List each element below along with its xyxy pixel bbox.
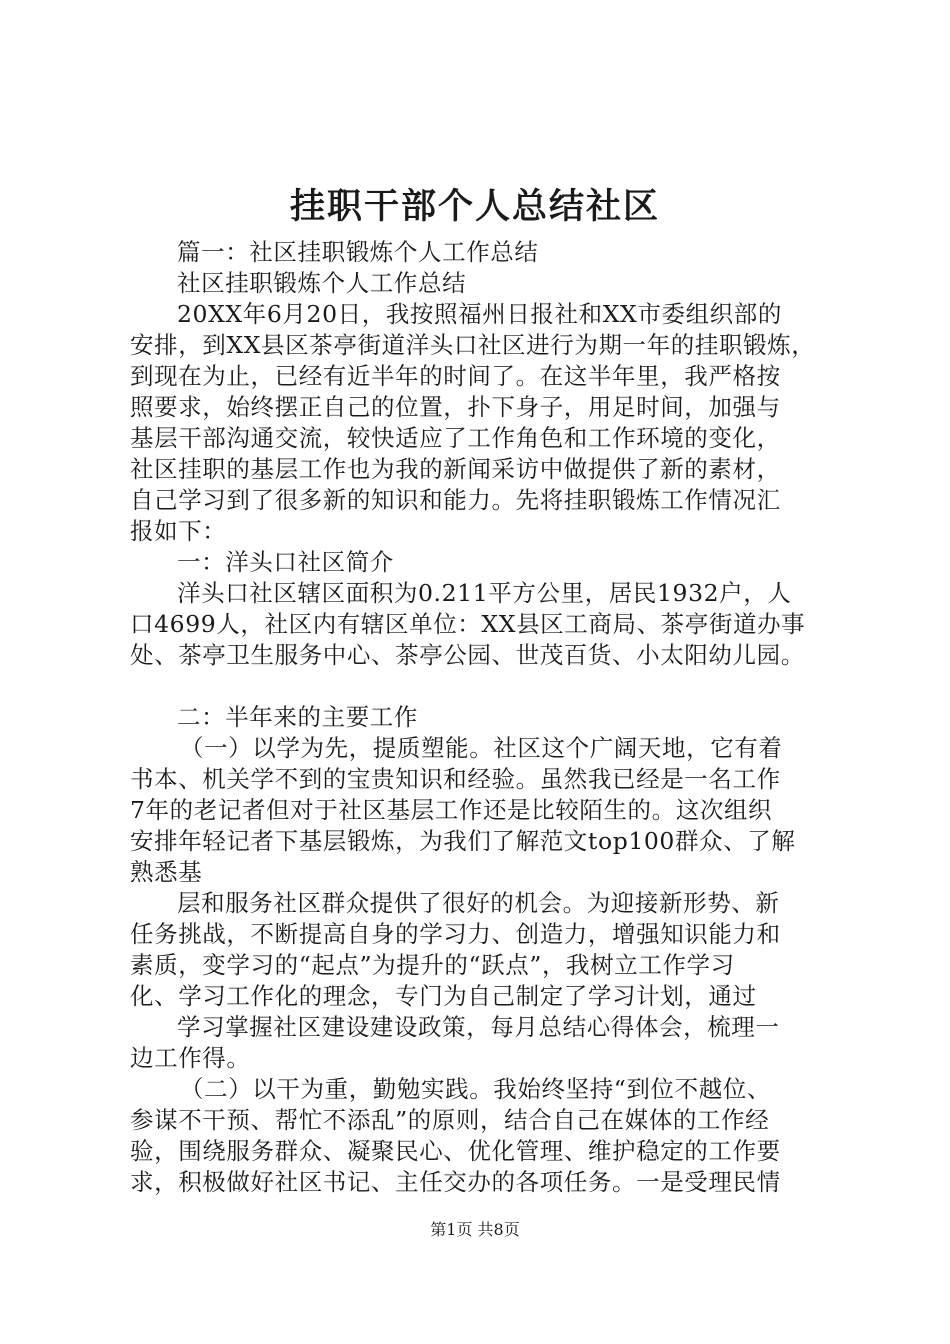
- text-line: （二）以干为重，勤勉实践。我始终坚持“到位不越位、: [180, 1075, 772, 1103]
- text-line: 层和服务社区群众提供了很好的机会。为迎接新形势、新: [177, 889, 780, 917]
- text-line: 化、学习工作化的理念，专门为自己制定了学习计划，通过: [130, 982, 757, 1010]
- text-line: 验，围绕服务群众、凝聚民心、优化管理、维护稳定的工作要: [130, 1137, 781, 1165]
- text-line: 一：洋头口社区简介: [177, 548, 394, 576]
- text-line: 学习掌握社区建设建设政策，每月总结心得体会，梳理一: [177, 1013, 780, 1041]
- text-line: 照要求，始终摆正自己的位置，扑下身子，用足时间，加强与: [130, 393, 781, 421]
- text-line: 二：半年来的主要工作: [177, 703, 418, 731]
- text-line: 处、茶亭卫生服务中心、茶亭公园、世茂百货、小太阳幼儿园。: [130, 641, 805, 669]
- text-line: 报如下：: [130, 517, 227, 545]
- text-line: 参谋不干预、帮忙不添乱”的原则，结合自己在媒体的工作经: [130, 1106, 770, 1134]
- text-line: 社区挂职的基层工作也为我的新闻采访中做提供了新的素材，: [130, 455, 781, 483]
- text-line: 洋头口社区辖区面积为0.211平方公里，居民1932户，人: [177, 579, 792, 607]
- text-line: 20XX年6月20日，我按照福州日报社和XX市委组织部的: [177, 300, 782, 328]
- text-line: 素质，变学习的“起点”为提升的“跃点”，我树立工作学习: [130, 951, 735, 979]
- text-line: 到现在为止，已经有近半年的时间了。在这半年里，我严格按: [130, 362, 781, 390]
- text-line: 安排，到XX县区茶亭街道洋头口社区进行为期一年的挂职锻炼，: [130, 331, 816, 359]
- text-line: 安排年轻记者下基层锻炼，为我们了解范文top100群众、了解: [130, 827, 796, 855]
- page-footer: 第1页 共8页: [430, 1220, 520, 1239]
- text-line: 社区挂职锻炼个人工作总结: [177, 269, 467, 297]
- text-line: 篇一：社区挂职锻炼个人工作总结: [177, 238, 539, 266]
- text-line: 口4699人，社区内有辖区单位：XX县区工商局、茶亭街道办事: [130, 610, 806, 638]
- document-title: 挂职干部个人总结社区: [289, 186, 660, 227]
- text-line: 任务挑战，不断提高自身的学习力、创造力，增强知识能力和: [130, 920, 781, 948]
- text-line: （一）以学为先，提质塑能。社区这个广阔天地，它有着: [180, 734, 783, 762]
- blank-line: [130, 671, 830, 702]
- text-line: 求，积极做好社区书记、主任交办的各项任务。一是受理民情: [130, 1168, 781, 1196]
- text-line: 基层干部沟通交流，较快适应了工作角色和工作环境的变化，: [130, 424, 781, 452]
- text-line: 熟悉基: [130, 858, 203, 886]
- text-line: 边工作得。: [130, 1044, 251, 1072]
- text-line: 书本、机关学不到的宝贵知识和经验。虽然我已经是一名工作: [130, 765, 781, 793]
- text-line: 7年的老记者但对于社区基层工作还是比较陌生的。这次组织: [130, 796, 773, 824]
- text-line: 自己学习到了很多新的知识和能力。先将挂职锻炼工作情况汇: [130, 486, 781, 514]
- document-body: [130, 237, 830, 1198]
